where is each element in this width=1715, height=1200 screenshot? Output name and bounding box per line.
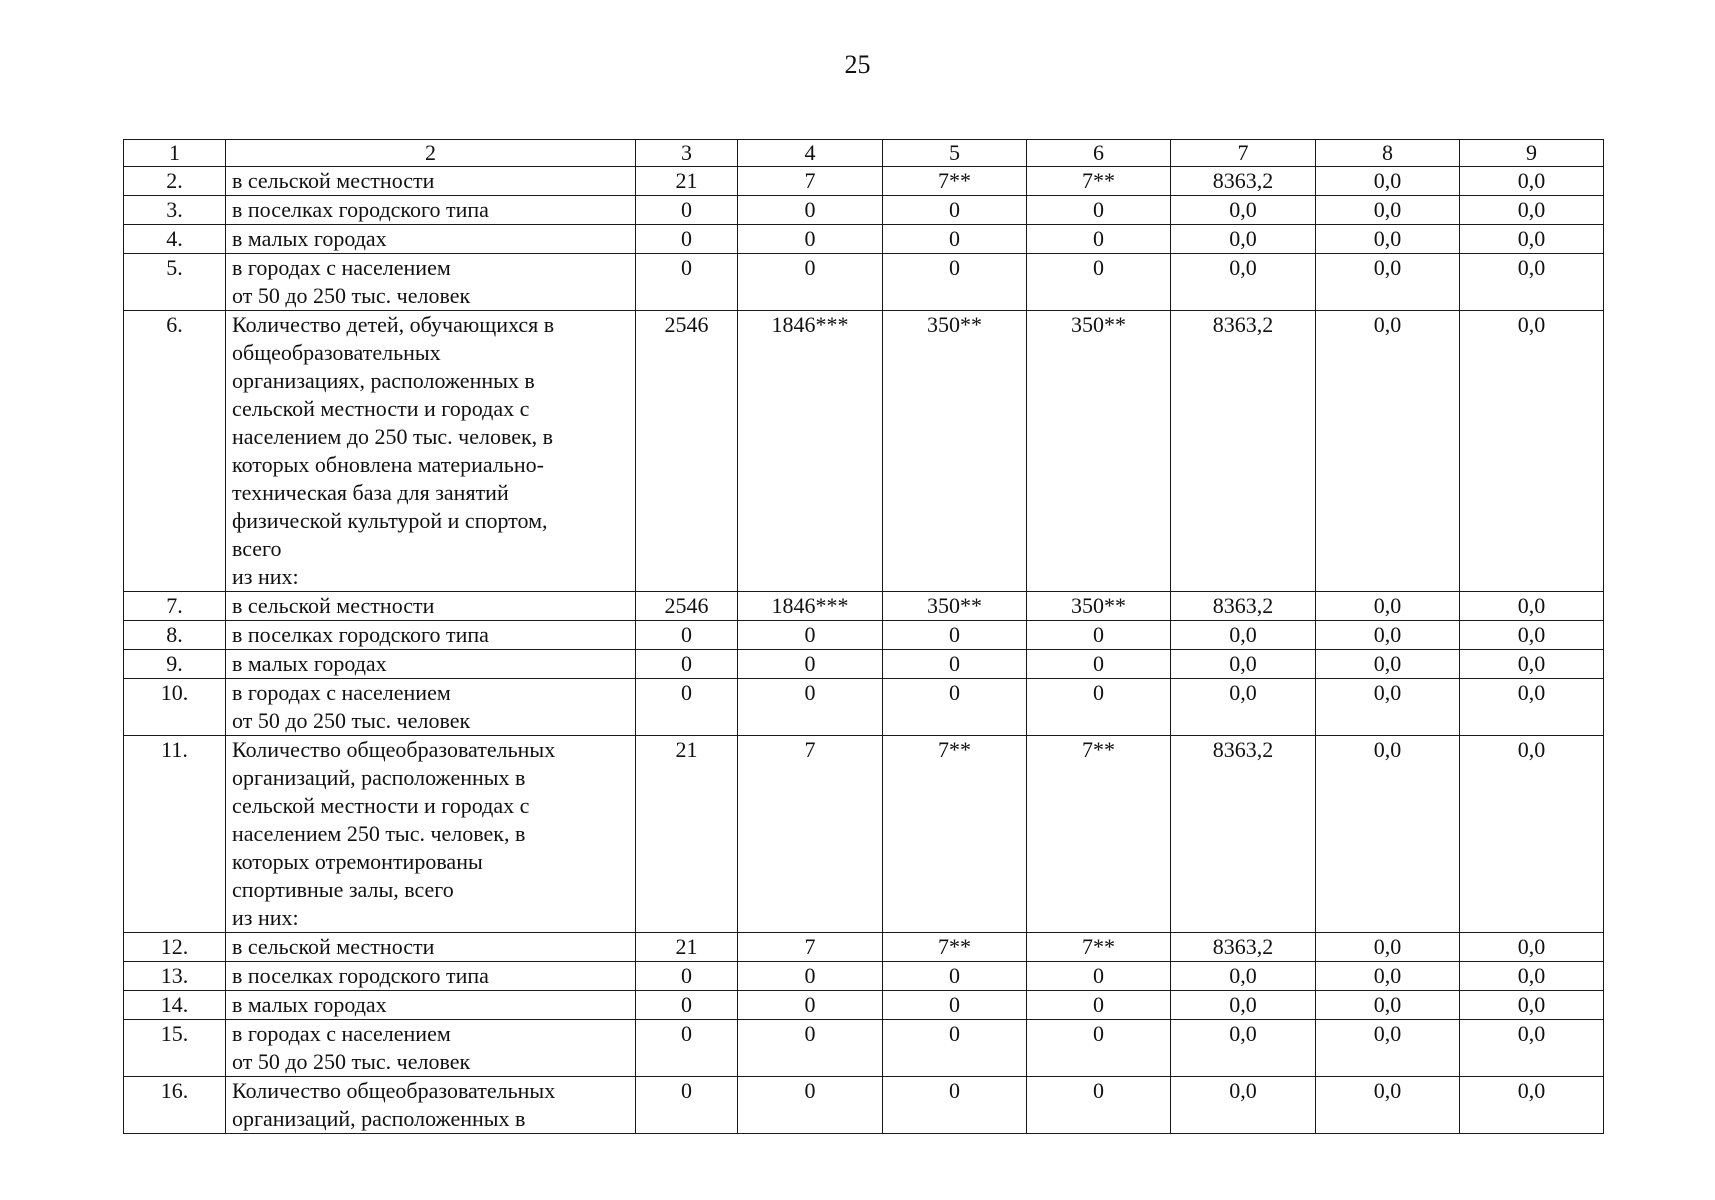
value-cell: 0 xyxy=(883,679,1027,736)
value-cell: 7** xyxy=(883,167,1027,196)
value-cell: 0 xyxy=(738,1077,883,1134)
value-cell: 0,0 xyxy=(1171,962,1316,991)
value-cell: 350** xyxy=(1027,311,1171,592)
row-number-cell: 12. xyxy=(124,933,226,962)
value-cell: 0,0 xyxy=(1316,1077,1460,1134)
column-header-cell: 4 xyxy=(738,140,883,167)
value-cell: 0 xyxy=(1027,962,1171,991)
value-cell: 0,0 xyxy=(1171,196,1316,225)
value-cell: 0 xyxy=(738,196,883,225)
value-cell: 0,0 xyxy=(1316,991,1460,1020)
value-cell: 0,0 xyxy=(1460,679,1604,736)
value-cell: 0 xyxy=(738,991,883,1020)
value-cell: 0 xyxy=(883,196,1027,225)
table-row xyxy=(124,1077,1604,1134)
row-number-cell: 8. xyxy=(124,621,226,650)
row-number-cell: 5. xyxy=(124,254,226,311)
row-number-cell: 3. xyxy=(124,196,226,225)
value-cell: 0 xyxy=(738,225,883,254)
value-cell: 0 xyxy=(1027,196,1171,225)
value-cell: 0,0 xyxy=(1460,736,1604,933)
value-cell: 350** xyxy=(883,592,1027,621)
value-cell: 0 xyxy=(883,621,1027,650)
row-number-cell: 15. xyxy=(124,1020,226,1077)
value-cell: 0 xyxy=(636,254,738,311)
value-cell: 0,0 xyxy=(1460,196,1604,225)
value-cell: 0,0 xyxy=(1316,254,1460,311)
indicator-name-cell: в малых городах xyxy=(226,650,636,679)
value-cell: 0 xyxy=(738,254,883,311)
column-header-cell: 2 xyxy=(226,140,636,167)
value-cell: 7 xyxy=(738,933,883,962)
value-cell: 8363,2 xyxy=(1171,167,1316,196)
value-cell: 0,0 xyxy=(1316,167,1460,196)
value-cell: 0 xyxy=(883,991,1027,1020)
table-header-row xyxy=(124,140,1604,167)
value-cell: 0,0 xyxy=(1316,736,1460,933)
value-cell: 0,0 xyxy=(1171,1077,1316,1134)
indicator-name-cell: Количество общеобразовательных организаций, расположенных в сельской местности и городах с населением 250 тыс. человек, в которых отремонтированы спортивные залы, всего из них: xyxy=(226,736,636,933)
indicator-name-cell: в сельской местности xyxy=(226,167,636,196)
column-header-cell: 7 xyxy=(1171,140,1316,167)
row-number-cell: 11. xyxy=(124,736,226,933)
row-number-cell: 13. xyxy=(124,962,226,991)
column-header-cell: 3 xyxy=(636,140,738,167)
value-cell: 0,0 xyxy=(1171,1020,1316,1077)
value-cell: 0,0 xyxy=(1460,933,1604,962)
value-cell: 0 xyxy=(738,679,883,736)
value-cell: 0 xyxy=(738,650,883,679)
indicator-name-cell: в городах с населением от 50 до 250 тыс. человек xyxy=(226,679,636,736)
value-cell: 0 xyxy=(1027,254,1171,311)
value-cell: 0 xyxy=(883,254,1027,311)
value-cell: 7** xyxy=(883,933,1027,962)
value-cell: 21 xyxy=(636,933,738,962)
value-cell: 0 xyxy=(636,621,738,650)
value-cell: 0,0 xyxy=(1460,254,1604,311)
value-cell: 8363,2 xyxy=(1171,592,1316,621)
value-cell: 1846*** xyxy=(738,592,883,621)
row-number-cell: 10. xyxy=(124,679,226,736)
row-number-cell: 9. xyxy=(124,650,226,679)
table-row xyxy=(124,311,1604,592)
row-number-cell: 4. xyxy=(124,225,226,254)
value-cell: 0 xyxy=(883,1077,1027,1134)
indicator-name-cell: в малых городах xyxy=(226,225,636,254)
value-cell: 350** xyxy=(1027,592,1171,621)
value-cell: 0,0 xyxy=(1171,621,1316,650)
value-cell: 0,0 xyxy=(1316,196,1460,225)
value-cell: 8363,2 xyxy=(1171,933,1316,962)
value-cell: 0 xyxy=(636,679,738,736)
row-number-cell: 2. xyxy=(124,167,226,196)
table-row xyxy=(124,650,1604,679)
value-cell: 0 xyxy=(1027,1077,1171,1134)
value-cell: 8363,2 xyxy=(1171,311,1316,592)
value-cell: 0 xyxy=(883,1020,1027,1077)
table-row xyxy=(124,679,1604,736)
column-header-cell: 5 xyxy=(883,140,1027,167)
value-cell: 21 xyxy=(636,736,738,933)
value-cell: 0 xyxy=(636,196,738,225)
value-cell: 0,0 xyxy=(1171,679,1316,736)
value-cell: 0,0 xyxy=(1460,592,1604,621)
indicator-name-cell: в городах с населением от 50 до 250 тыс. человек xyxy=(226,1020,636,1077)
indicator-name-cell: в сельской местности xyxy=(226,592,636,621)
value-cell: 0,0 xyxy=(1460,167,1604,196)
value-cell: 0 xyxy=(1027,621,1171,650)
value-cell: 0 xyxy=(883,650,1027,679)
table-row xyxy=(124,254,1604,311)
value-cell: 0 xyxy=(1027,650,1171,679)
value-cell: 7 xyxy=(738,167,883,196)
table-row xyxy=(124,933,1604,962)
value-cell: 0 xyxy=(1027,225,1171,254)
indicator-name-cell: в поселках городского типа xyxy=(226,962,636,991)
indicators-table xyxy=(123,139,1604,1134)
value-cell: 0,0 xyxy=(1460,621,1604,650)
value-cell: 0,0 xyxy=(1171,991,1316,1020)
page-number: 25 xyxy=(844,50,871,79)
table-row xyxy=(124,736,1604,933)
row-number-cell: 16. xyxy=(124,1077,226,1134)
value-cell: 0,0 xyxy=(1316,679,1460,736)
value-cell: 7** xyxy=(1027,167,1171,196)
row-number-cell: 6. xyxy=(124,311,226,592)
indicator-name-cell: в городах с населением от 50 до 250 тыс. человек xyxy=(226,254,636,311)
value-cell: 0,0 xyxy=(1316,311,1460,592)
value-cell: 7** xyxy=(883,736,1027,933)
value-cell: 0 xyxy=(883,962,1027,991)
value-cell: 0,0 xyxy=(1316,933,1460,962)
value-cell: 0,0 xyxy=(1171,650,1316,679)
table-row xyxy=(124,196,1604,225)
value-cell: 0,0 xyxy=(1171,225,1316,254)
value-cell: 0 xyxy=(636,962,738,991)
value-cell: 2546 xyxy=(636,592,738,621)
value-cell: 0 xyxy=(636,650,738,679)
value-cell: 0,0 xyxy=(1460,962,1604,991)
value-cell: 0,0 xyxy=(1171,254,1316,311)
value-cell: 0,0 xyxy=(1316,225,1460,254)
table-row xyxy=(124,621,1604,650)
indicator-name-cell: в поселках городского типа xyxy=(226,196,636,225)
value-cell: 0 xyxy=(636,225,738,254)
value-cell: 0,0 xyxy=(1460,225,1604,254)
value-cell: 0 xyxy=(738,1020,883,1077)
indicator-name-cell: в малых городах xyxy=(226,991,636,1020)
table-row xyxy=(124,592,1604,621)
value-cell: 0 xyxy=(738,962,883,991)
value-cell: 0 xyxy=(883,225,1027,254)
value-cell: 0 xyxy=(1027,991,1171,1020)
table-row xyxy=(124,225,1604,254)
value-cell: 0 xyxy=(738,621,883,650)
indicator-name-cell: в поселках городского типа xyxy=(226,621,636,650)
value-cell: 0 xyxy=(1027,1020,1171,1077)
indicator-name-cell: Количество детей, обучающихся в общеобразовательных организациях, расположенных в сельской местности и городах с населением до 250 тыс. человек, в которых обновлена материально- техническая база для занятий физической культурой и спортом, всего из них: xyxy=(226,311,636,592)
row-number-cell: 7. xyxy=(124,592,226,621)
value-cell: 0,0 xyxy=(1316,592,1460,621)
value-cell: 0,0 xyxy=(1460,1077,1604,1134)
row-number-cell: 14. xyxy=(124,991,226,1020)
value-cell: 0 xyxy=(636,1077,738,1134)
value-cell: 1846*** xyxy=(738,311,883,592)
column-header-cell: 1 xyxy=(124,140,226,167)
indicator-name-cell: Количество общеобразовательных организаций, расположенных в xyxy=(226,1077,636,1134)
value-cell: 0,0 xyxy=(1316,621,1460,650)
indicator-name-cell: в сельской местности xyxy=(226,933,636,962)
value-cell: 0,0 xyxy=(1460,650,1604,679)
table-row xyxy=(124,1020,1604,1077)
column-header-cell: 6 xyxy=(1027,140,1171,167)
value-cell: 0,0 xyxy=(1460,311,1604,592)
value-cell: 0 xyxy=(636,1020,738,1077)
table-row xyxy=(124,962,1604,991)
table-row xyxy=(124,991,1604,1020)
value-cell: 0,0 xyxy=(1460,991,1604,1020)
column-header-cell: 8 xyxy=(1316,140,1460,167)
value-cell: 350** xyxy=(883,311,1027,592)
value-cell: 0,0 xyxy=(1316,650,1460,679)
value-cell: 2546 xyxy=(636,311,738,592)
value-cell: 0 xyxy=(1027,679,1171,736)
table-row xyxy=(124,167,1604,196)
value-cell: 7** xyxy=(1027,933,1171,962)
value-cell: 0,0 xyxy=(1316,962,1460,991)
value-cell: 0,0 xyxy=(1460,1020,1604,1077)
value-cell: 7** xyxy=(1027,736,1171,933)
value-cell: 0 xyxy=(636,991,738,1020)
value-cell: 7 xyxy=(738,736,883,933)
value-cell: 8363,2 xyxy=(1171,736,1316,933)
value-cell: 0,0 xyxy=(1316,1020,1460,1077)
value-cell: 21 xyxy=(636,167,738,196)
column-header-cell: 9 xyxy=(1460,140,1604,167)
